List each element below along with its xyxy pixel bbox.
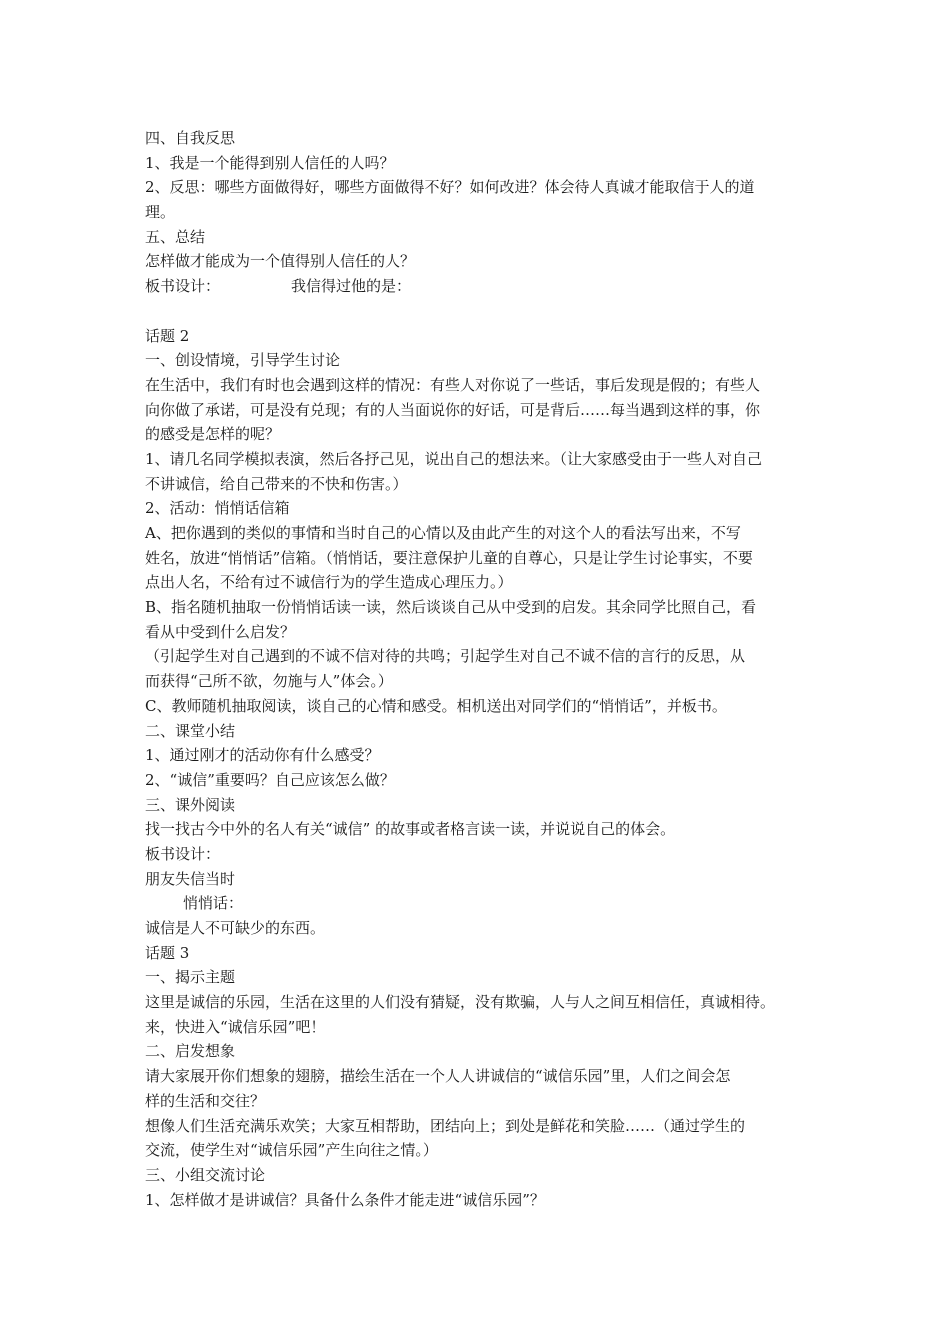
paragraph-line: 点出人名，不给有过不诚信行为的学生造成心理压力。） (145, 573, 513, 592)
paragraph-line: 样的生活和交往？ (145, 1091, 266, 1110)
paragraph-line: 请大家展开你们想象的翅膀，描绘生活在一个人人讲诚信的“诚信乐园”里，人们之间会怎 (145, 1067, 731, 1086)
paragraph-line: 向你做了承诺，可是没有兑现；有的人当面说你的好话，可是背后……每当遇到这样的事，你 (145, 400, 761, 419)
paragraph-line: A、把你遇到的类似的事情和当时自己的心情以及由此产生的对这个人的看法写出来，不写 (145, 524, 741, 542)
paragraph-line: 2、活动：悄悄话信箱 (145, 499, 290, 518)
paragraph-line: （引起学生对自己遇到的不诚不信对待的共鸣；引起学生对自己不诚不信的言行的反思，从 (145, 647, 746, 666)
paragraph-line: 1、通过刚才的活动你有什么感受？ (145, 746, 380, 765)
paragraph-line: 理。 (145, 203, 176, 222)
paragraph-line: 1、请几名同学模拟表演，然后各抒己见，说出自己的想法来。（让大家感受由于一些人对自己 (145, 449, 763, 468)
topic-heading: 话题 2 (145, 326, 190, 345)
paragraph-line: 2、“诚信”重要吗？自己应该怎么做？ (145, 770, 395, 789)
board-design-label: 板书设计： (145, 844, 221, 863)
paragraph-line: C、教师随机抽取阅读，谈自己的心情和感受。相机送出对同学们的“悄悄话”，并板书。 (145, 696, 727, 715)
paragraph-line: B、指名随机抽取一份悄悄话读一读，然后谈谈自己从中受到的启发。其余同学比照自己，看 (145, 598, 757, 617)
board-design-line (145, 274, 825, 299)
paragraph-line: 交流，使学生对“诚信乐园”产生向往之情。） (145, 1141, 438, 1160)
board-design-text: 我信得过他的是： (291, 277, 412, 296)
paragraph-line: 想像人们生活充满乐欢笑；大家互相帮助，团结向上；到处是鲜花和笑脸……（通过学生的 (145, 1116, 746, 1135)
paragraph-line: 在生活中，我们有时也会遇到这样的情况：有些人对你说了一些话，事后发现是假的；有些人 (145, 375, 761, 394)
paragraph-line: 看从中受到什么启发？ (145, 622, 296, 641)
board-design-text: 诚信是人不可缺少的东西。 (145, 919, 326, 937)
section-heading: 二、课堂小结 (145, 721, 236, 740)
paragraph-line: 1、我是一个能得到别人信任的人吗？ (145, 153, 395, 172)
section-heading: 四、自我反思 (145, 129, 236, 147)
document-body (145, 126, 825, 1212)
section-heading: 五、总结 (145, 227, 206, 246)
paragraph-line: 这里是诚信的乐园，生活在这里的人们没有猜疑，没有欺骗，人与人之间互相信任，真诚相待。 (145, 993, 776, 1012)
paragraph-line: 1、怎样做才是讲诚信？具备什么条件才能走进“诚信乐园”？ (145, 1190, 545, 1209)
section-heading: 三、课外阅读 (145, 795, 236, 814)
section-heading: 二、启发想象 (145, 1042, 236, 1061)
paragraph-line: 不讲诚信，给自己带来的不快和伤害。） (145, 474, 408, 493)
board-design-label: 板书设计： (145, 277, 221, 296)
board-design-text: 朋友失信当时 (145, 869, 236, 888)
paragraph-line: 2、反思：哪些方面做得好，哪些方面做得不好？如何改进？体会待人真诚才能取信于人的道 (145, 178, 755, 197)
paragraph-line: 找一找古今中外的名人有关“诚信” 的故事或者格言读一读，并说说自己的体会。 (145, 820, 676, 839)
section-heading: 三、小组交流讨论 (145, 1165, 266, 1184)
paragraph-line: 而获得“己所不欲，勿施与人”体会。） (145, 672, 393, 691)
paragraph-line: 的感受是怎样的呢？ (145, 425, 281, 444)
section-heading: 一、创设情境，引导学生讨论 (145, 351, 341, 370)
paragraph-line: 来，快进入“诚信乐园”吧！ (145, 1017, 326, 1036)
topic-heading: 话题 3 (145, 943, 190, 962)
blank-line (145, 299, 825, 324)
paragraph-line: 姓名，放进“悄悄话”信箱。（悄悄话，要注意保护儿童的自尊心，只是让学生讨论事实，不要 (145, 548, 753, 567)
paragraph-line: 怎样做才能成为一个值得别人信任的人？ (145, 252, 416, 271)
board-design-text: 悄悄话： (183, 894, 244, 913)
section-heading: 一、揭示主题 (145, 968, 236, 987)
